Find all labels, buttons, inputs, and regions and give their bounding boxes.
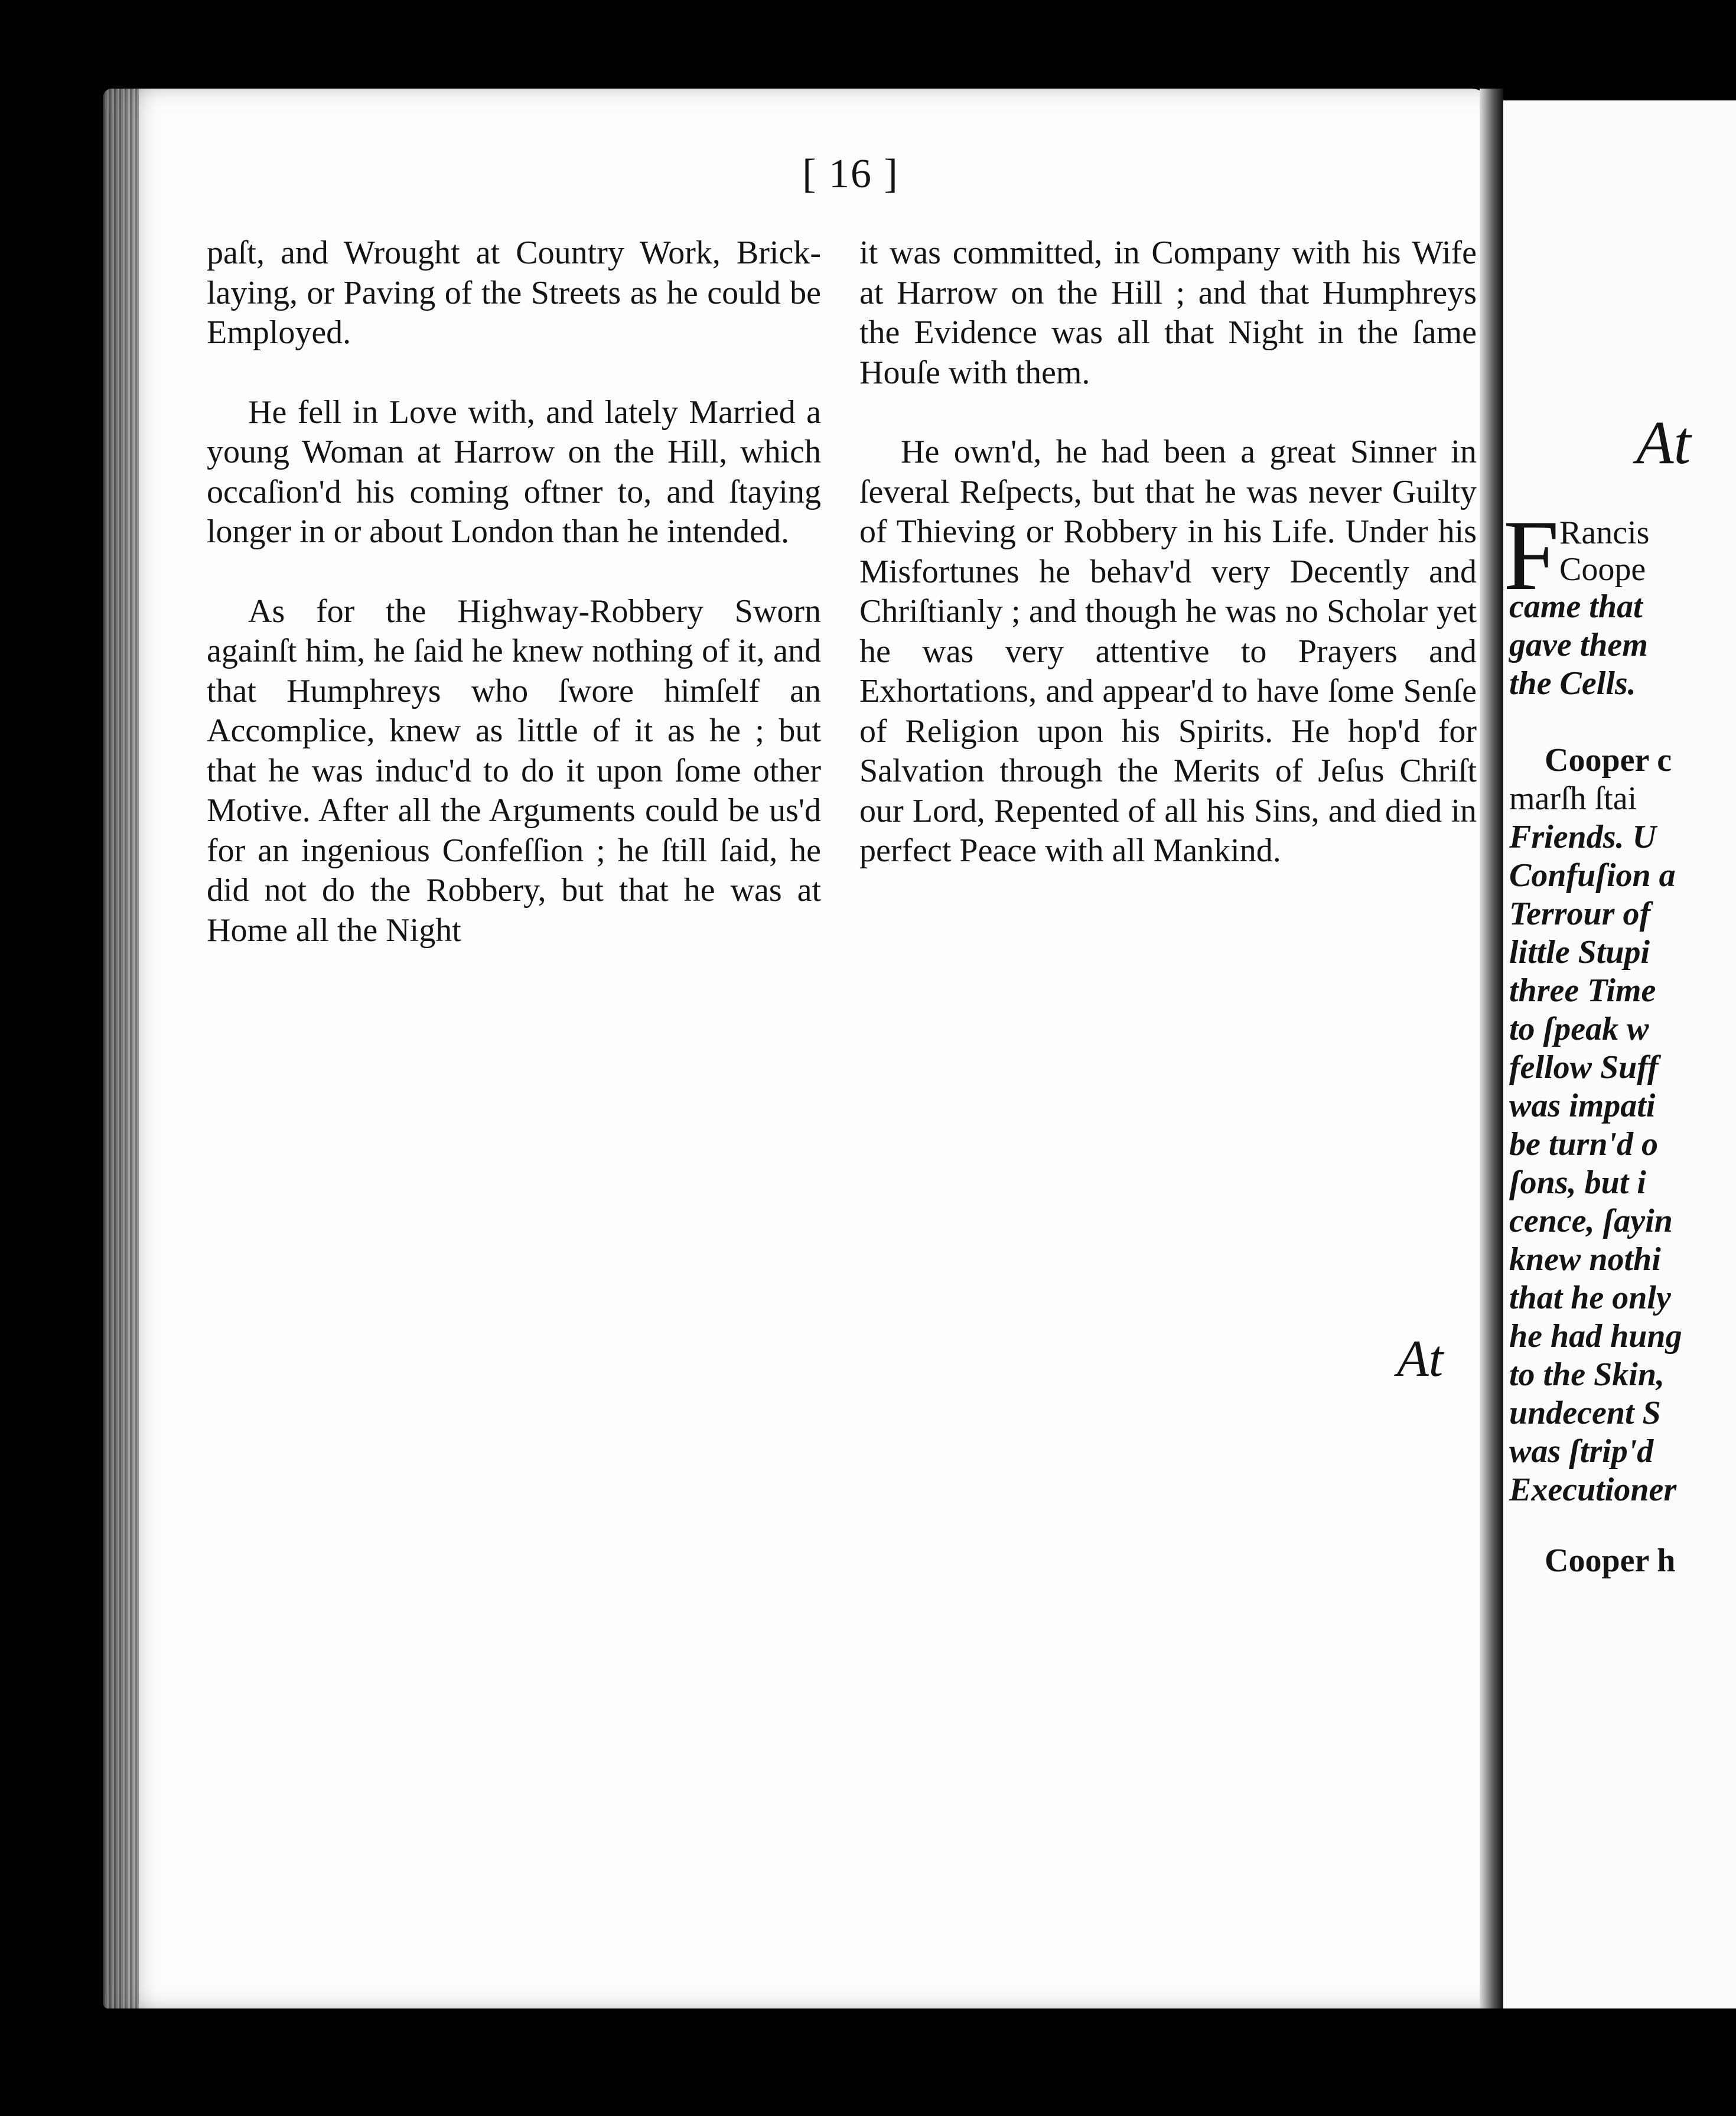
paragraph: paſt, and Wrought at Country Work, Brick-laying, or Paving of the Streets as he could be Employed. bbox=[207, 235, 821, 351]
next-page-line: Terrour of bbox=[1509, 896, 1651, 932]
next-page-line: Cooper c bbox=[1545, 742, 1672, 779]
paragraph: As for the Highway-Robbery Sworn againſt him, he ſaid he knew nothing of it, and that Humphreys who ſwore himſelf an Accomplice, knew as little of it as he ; but that he was induc'd to do it upon ſome other Motive. After all the Arguments could be us'd for an ingenious Confeſſion ; he ſtill ſaid, he did not do the Robbery, but that he was at Home all the Night bbox=[207, 593, 821, 949]
next-page-line: to the Skin, bbox=[1509, 1356, 1665, 1393]
next-page-line: was ſtrip'd bbox=[1509, 1433, 1654, 1470]
next-page-line: fellow Suff bbox=[1509, 1049, 1659, 1086]
next-page-line: came that bbox=[1509, 588, 1643, 625]
next-page-line: marſh ſtai bbox=[1509, 780, 1637, 817]
next-page-line: ſons, but i bbox=[1509, 1164, 1646, 1201]
page-edge bbox=[103, 89, 139, 2008]
left-column bbox=[207, 233, 821, 950]
next-page-line: gave them bbox=[1509, 627, 1648, 663]
next-page-line: Rancis bbox=[1559, 515, 1650, 551]
next-page-line: the Cells. bbox=[1509, 665, 1636, 702]
catchword: At bbox=[1397, 1330, 1444, 1388]
next-page bbox=[1503, 100, 1736, 2008]
book-gutter bbox=[1480, 89, 1503, 2008]
paragraph: He fell in Love with, and lately Married a young Woman at Harrow on the Hill, which occaſion'd his coming oftner to, and ſtaying longer in or about London than he intended. bbox=[207, 393, 821, 550]
next-page-line: Confuſion a bbox=[1509, 857, 1676, 894]
next-page-line: be turn'd o bbox=[1509, 1126, 1659, 1163]
next-page-heading: At bbox=[1636, 409, 1691, 477]
next-page-line: three Time bbox=[1509, 972, 1656, 1009]
next-page-line: that he only bbox=[1509, 1280, 1671, 1316]
next-page-line: Friends. U bbox=[1509, 819, 1656, 855]
next-page-line: little Stupi bbox=[1509, 934, 1650, 971]
right-column bbox=[859, 233, 1477, 871]
drop-cap: F bbox=[1503, 500, 1559, 611]
next-page-line: cence, ſayin bbox=[1509, 1203, 1673, 1239]
paragraph: it was committed, in Company with his Wife at Harrow on the Hill ; and that Humphreys the Evidence was all that Night in the ſame Houſe with them. bbox=[859, 235, 1477, 391]
page-number: [ 16 ] bbox=[802, 151, 899, 197]
paragraph: He own'd, he had been a great Sinner in ſeveral Reſpects, but that he was never Guilty of Thieving or Robbery in his Life. Under his Misfortunes he behav'd very Decently and Chriſtianly ; and though he was no Scholar yet he was very attentive to Prayers and Exhortations, and appear'd to have ſome Senſe of Religion upon his Spirits. He hop'd for Salvation through the Merits of Jeſus Chriſt our Lord, Repented of all his Sins, and died in perfect Peace with all Mankind. bbox=[859, 434, 1477, 869]
next-page-line: to ſpeak w bbox=[1509, 1011, 1649, 1047]
next-page-line: Cooper h bbox=[1545, 1542, 1676, 1579]
next-page-line: Coope bbox=[1559, 551, 1646, 588]
next-page-line: knew nothi bbox=[1509, 1241, 1661, 1278]
next-page-line: he had hung bbox=[1509, 1318, 1682, 1355]
next-page-line: Executioner bbox=[1509, 1472, 1677, 1508]
next-page-line: was impati bbox=[1509, 1088, 1656, 1124]
next-page-line: undecent S bbox=[1509, 1395, 1661, 1431]
